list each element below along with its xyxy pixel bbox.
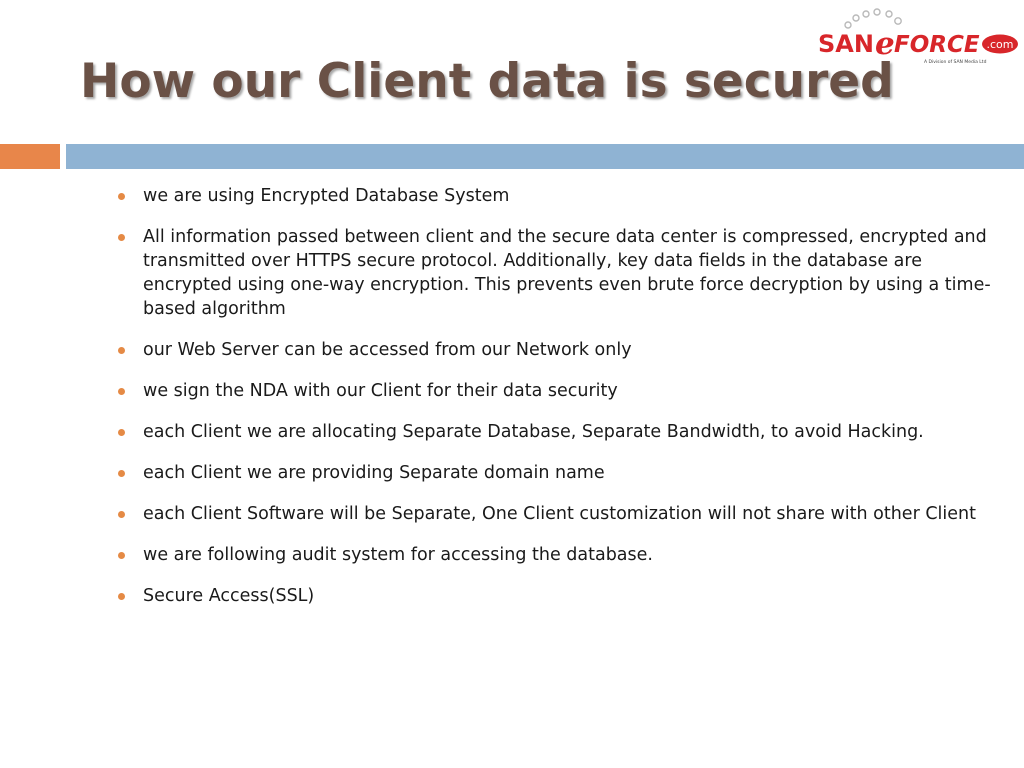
logo-text-force: FORCE bbox=[894, 32, 980, 58]
logo-tagline: A Division of SAN Media Ltd bbox=[924, 60, 987, 65]
bullet-text: each Client we are allocating Separate Database, Separate Bandwidth, to avoid Hacking. bbox=[143, 422, 924, 442]
bullet-item bbox=[112, 184, 992, 208]
bullet-item bbox=[112, 502, 992, 526]
bullet-item bbox=[112, 338, 992, 362]
bullet-dot-icon bbox=[118, 347, 125, 354]
logo-text-e: e bbox=[875, 26, 895, 62]
slide-title: How our Client data is secured bbox=[80, 54, 894, 109]
bullet-text: each Client we are providing Separate domain name bbox=[143, 463, 605, 483]
bullet-text: we sign the NDA with our Client for their data security bbox=[143, 381, 618, 401]
bullet-dot-icon bbox=[118, 429, 125, 436]
bullet-dot-icon bbox=[118, 552, 125, 559]
bullet-dot-icon bbox=[118, 593, 125, 600]
saneforce-logo bbox=[812, 6, 1024, 68]
bullet-item bbox=[112, 461, 992, 485]
bullet-dot-icon bbox=[118, 388, 125, 395]
bullet-text: Secure Access(SSL) bbox=[143, 586, 315, 606]
accent-bar-orange bbox=[0, 144, 60, 169]
bullet-dot-icon bbox=[118, 511, 125, 518]
accent-bar-blue bbox=[66, 144, 1024, 169]
logo-text-com: .com bbox=[986, 38, 1014, 51]
bullet-text: each Client Software will be Separate, One Client customization will not share with other Client bbox=[143, 504, 976, 524]
bullet-item bbox=[112, 225, 992, 321]
bullet-item bbox=[112, 420, 992, 444]
bullet-dot-icon bbox=[118, 470, 125, 477]
bullet-item bbox=[112, 543, 992, 567]
logo-text-san: SAN bbox=[818, 30, 874, 58]
bullet-text: our Web Server can be accessed from our Network only bbox=[143, 340, 632, 360]
bullet-text: we are using Encrypted Database System bbox=[143, 186, 510, 206]
bullet-item bbox=[112, 584, 992, 608]
bullet-text: All information passed between client and the secure data center is compressed, encrypted and transmitted over HTTPS secure protocol. Additionally, key data fields in the database are encrypted using one-way encryption. This prevents even brute force decryption by using a time-based algorithm bbox=[143, 227, 991, 319]
bullet-list bbox=[112, 184, 992, 625]
bullet-dot-icon bbox=[118, 193, 125, 200]
bullet-dot-icon bbox=[118, 234, 125, 241]
bullet-text: we are following audit system for accessing the database. bbox=[143, 545, 653, 565]
bullet-item bbox=[112, 379, 992, 403]
